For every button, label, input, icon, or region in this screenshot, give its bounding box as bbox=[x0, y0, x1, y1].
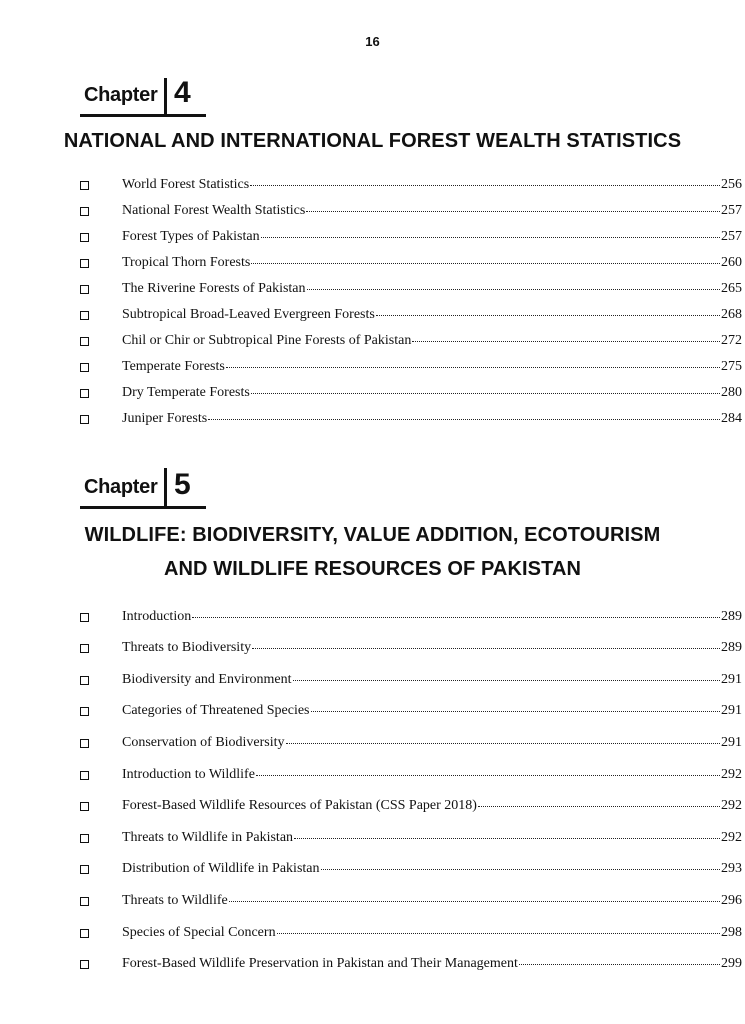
checkbox-bullet-icon bbox=[80, 363, 89, 372]
toc-entry[interactable] bbox=[80, 754, 742, 786]
checkbox-bullet-icon bbox=[80, 613, 89, 622]
toc-entry-title: Juniper Forests bbox=[122, 411, 208, 426]
dot-leader bbox=[277, 921, 720, 934]
toc-entry-page: 296 bbox=[721, 892, 742, 908]
toc-entry[interactable] bbox=[80, 596, 742, 628]
chapter-divider bbox=[164, 468, 167, 506]
toc-entry[interactable] bbox=[80, 722, 742, 754]
dot-leader bbox=[208, 407, 720, 420]
toc-entry-title: Threats to Biodiversity bbox=[122, 640, 252, 656]
dot-leader bbox=[311, 699, 720, 712]
checkbox-bullet-icon bbox=[80, 259, 89, 268]
dot-leader bbox=[286, 731, 720, 744]
toc-entry-page: 298 bbox=[721, 924, 742, 940]
toc-entry-page: 256 bbox=[721, 177, 742, 192]
dot-leader bbox=[293, 668, 720, 681]
toc-entry[interactable] bbox=[80, 300, 742, 326]
dot-leader bbox=[321, 857, 721, 870]
toc-entry-title: Introduction to Wildlife bbox=[122, 766, 255, 782]
dot-leader bbox=[261, 225, 720, 238]
toc-entry-title: World Forest Statistics bbox=[122, 177, 250, 192]
checkbox-bullet-icon bbox=[80, 834, 89, 843]
toc-entry-title: Species of Special Concern bbox=[122, 924, 276, 940]
toc-entry-page: 291 bbox=[721, 671, 742, 687]
toc-entry-title: Introduction bbox=[122, 608, 192, 624]
toc-entry[interactable] bbox=[80, 944, 742, 976]
toc-entry-title: Categories of Threatened Species bbox=[122, 703, 310, 719]
toc-entry[interactable] bbox=[80, 786, 742, 818]
toc-entry-title: Biodiversity and Environment bbox=[122, 671, 292, 687]
toc-entry-page: 275 bbox=[721, 359, 742, 374]
toc-entry-title: Chil or Chir or Subtropical Pine Forests of Pakistan bbox=[122, 333, 412, 348]
toc-entry[interactable] bbox=[80, 378, 742, 404]
checkbox-bullet-icon bbox=[80, 207, 89, 216]
toc-entry-title: Distribution of Wildlife in Pakistan bbox=[122, 861, 320, 877]
page-number: 16 bbox=[365, 34, 380, 49]
dot-leader bbox=[306, 199, 720, 212]
toc-entry-page: 289 bbox=[721, 640, 742, 656]
toc-entry-page: 293 bbox=[721, 861, 742, 877]
toc-entry[interactable] bbox=[80, 170, 742, 196]
checkbox-bullet-icon bbox=[80, 311, 89, 320]
dot-leader bbox=[294, 826, 720, 839]
chapter-label: Chapter bbox=[84, 476, 158, 498]
toc-entry[interactable] bbox=[80, 659, 742, 691]
dot-leader bbox=[251, 381, 720, 394]
dot-leader bbox=[252, 636, 720, 649]
toc-entry[interactable] bbox=[80, 352, 742, 378]
checkbox-bullet-icon bbox=[80, 233, 89, 242]
toc-entry[interactable] bbox=[80, 404, 742, 430]
chapter-5-title-line-2: AND WILDLIFE RESOURCES OF PAKISTAN bbox=[163, 558, 582, 580]
dot-leader bbox=[226, 355, 720, 368]
toc-entry-title: Forest-Based Wildlife Preservation in Pakistan and Their Management bbox=[122, 956, 518, 972]
chapter-number: 5 bbox=[174, 468, 191, 501]
toc-entry[interactable] bbox=[80, 880, 742, 912]
dot-leader bbox=[192, 605, 720, 618]
checkbox-bullet-icon bbox=[80, 739, 89, 748]
toc-entry-title: Tropical Thorn Forests bbox=[122, 255, 251, 270]
toc-entry-page: 299 bbox=[721, 956, 742, 972]
checkbox-bullet-icon bbox=[80, 644, 89, 653]
toc-entry[interactable] bbox=[80, 222, 742, 248]
checkbox-bullet-icon bbox=[80, 707, 89, 716]
checkbox-bullet-icon bbox=[80, 676, 89, 685]
toc-entry[interactable] bbox=[80, 196, 742, 222]
checkbox-bullet-icon bbox=[80, 960, 89, 969]
dot-leader bbox=[250, 173, 720, 186]
toc-entry-title: Threats to Wildlife bbox=[122, 892, 228, 908]
toc-entry-title: Forest-Based Wildlife Resources of Pakistan (CSS Paper 2018) bbox=[122, 798, 477, 814]
dot-leader bbox=[412, 329, 720, 342]
toc-entry-page: 265 bbox=[721, 281, 742, 296]
chapter-number: 4 bbox=[174, 76, 191, 109]
chapter-4-header bbox=[80, 76, 210, 118]
toc-entry-title: Dry Temperate Forests bbox=[122, 385, 250, 400]
dot-leader bbox=[478, 794, 720, 807]
toc-entry-title: Forest Types of Pakistan bbox=[122, 229, 260, 244]
toc-entry[interactable] bbox=[80, 691, 742, 723]
checkbox-bullet-icon bbox=[80, 865, 89, 874]
checkbox-bullet-icon bbox=[80, 415, 89, 424]
chapter-5-title-line-1: WILDLIFE: BIODIVERSITY, VALUE ADDITION, ECOTOURISM bbox=[84, 524, 661, 546]
toc-entry-page: 260 bbox=[721, 255, 742, 270]
checkbox-bullet-icon bbox=[80, 771, 89, 780]
dot-leader bbox=[307, 277, 720, 290]
checkbox-bullet-icon bbox=[80, 337, 89, 346]
toc-entry[interactable] bbox=[80, 248, 742, 274]
toc-entry[interactable] bbox=[80, 326, 742, 352]
chapter-divider bbox=[164, 78, 167, 114]
checkbox-bullet-icon bbox=[80, 802, 89, 811]
toc-entry[interactable] bbox=[80, 817, 742, 849]
checkbox-bullet-icon bbox=[80, 181, 89, 190]
toc-entry-page: 268 bbox=[721, 307, 742, 322]
toc-entry-page: 257 bbox=[721, 229, 742, 244]
chapter-4-toc bbox=[80, 170, 742, 430]
dot-leader bbox=[256, 763, 720, 776]
checkbox-bullet-icon bbox=[80, 285, 89, 294]
toc-entry-title: Conservation of Biodiversity bbox=[122, 734, 285, 750]
toc-entry-title: Subtropical Broad-Leaved Evergreen Forests bbox=[122, 307, 375, 322]
checkbox-bullet-icon bbox=[80, 897, 89, 906]
toc-entry-page: 291 bbox=[721, 703, 742, 719]
dot-leader bbox=[376, 303, 720, 316]
toc-entry-page: 272 bbox=[721, 333, 742, 348]
dot-leader bbox=[519, 952, 720, 965]
toc-entry-title: The Riverine Forests of Pakistan bbox=[122, 281, 306, 296]
toc-entry-page: 291 bbox=[721, 734, 742, 750]
toc-entry-title: National Forest Wealth Statistics bbox=[122, 203, 306, 218]
toc-entry[interactable] bbox=[80, 912, 742, 944]
chapter-5-header bbox=[80, 466, 210, 510]
chapter-underline bbox=[80, 506, 206, 509]
toc-entry-page: 292 bbox=[721, 766, 742, 782]
toc-entry-page: 289 bbox=[721, 608, 742, 624]
toc-entry-page: 284 bbox=[721, 411, 742, 426]
toc-entry[interactable] bbox=[80, 849, 742, 881]
chapter-4-title: NATIONAL AND INTERNATIONAL FOREST WEALTH STATISTICS bbox=[63, 130, 682, 152]
toc-entry[interactable] bbox=[80, 274, 742, 300]
toc-entry-title: Temperate Forests bbox=[122, 359, 225, 374]
toc-entry-page: 292 bbox=[721, 798, 742, 814]
dot-leader bbox=[251, 251, 720, 264]
toc-entry-page: 280 bbox=[721, 385, 742, 400]
toc-entry-title: Threats to Wildlife in Pakistan bbox=[122, 829, 294, 845]
checkbox-bullet-icon bbox=[80, 389, 89, 398]
chapter-underline bbox=[80, 114, 206, 117]
toc-entry[interactable] bbox=[80, 628, 742, 660]
chapter-label: Chapter bbox=[84, 84, 158, 106]
checkbox-bullet-icon bbox=[80, 929, 89, 938]
toc-entry-page: 257 bbox=[721, 203, 742, 218]
chapter-5-toc bbox=[80, 596, 742, 975]
toc-entry-page: 292 bbox=[721, 829, 742, 845]
dot-leader bbox=[229, 889, 720, 902]
